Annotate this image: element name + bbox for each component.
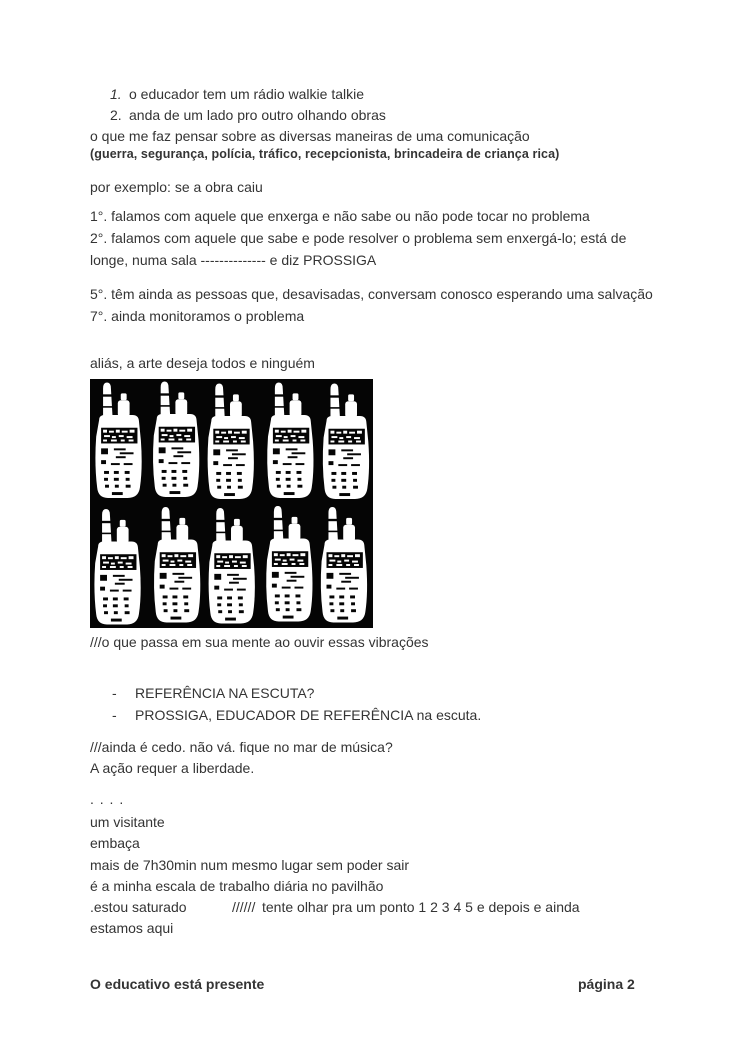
list-item [110,105,386,126]
footer-title: O educativo está presente [90,976,265,992]
step-line: longe, numa sala -------------- e diz PROSSIGA [90,252,377,268]
walkie-talkie-image [90,379,373,628]
dash-marker: - [112,685,117,701]
page-number: página 2 [578,976,635,992]
steps-block [90,205,626,271]
step-line: 5°. têm ainda as pessoas que, desavisadas, conversam conosco esperando uma salvação [90,286,653,302]
saturado-line [90,897,580,918]
walkie-talkie-grid-svg [90,379,373,628]
list-item-number: 1. [110,86,122,102]
dash-marker: - [112,707,117,723]
image-caption: ///o que passa em sua mente ao ouvir essas vibrações [90,634,429,650]
intro-line: o que me faz pensar sobre as diversas maneiras de uma comunicação [90,128,530,144]
estamos-line: estamos aqui [90,920,174,936]
saturado-right-text: tente olhar pra um ponto 1 2 3 4 5 e depois e ainda [262,899,580,915]
slash-separator: ////// [232,899,256,915]
text-line: A ação requer a liberdade. [90,760,255,776]
list-item [110,84,386,105]
dash-list-item [112,682,481,704]
dots-line: . . . . [90,791,125,807]
example-line: por exemplo: se a obra caiu [90,179,263,195]
text-line: mais de 7h30min num mesmo lugar sem poder sair [90,856,410,873]
step-line: 2°. falamos com aquele que sabe e pode resolver o problema sem enxergá-lo; está de [90,230,627,246]
step-line: 7°. ainda monitoramos o problema [90,308,305,324]
list-item-text: anda de um lado pro outro olhando obras [129,107,386,123]
dash-list-text: REFERÊNCIA NA ESCUTA? [135,685,315,701]
numbered-list [110,84,386,126]
mar-block [90,737,393,779]
text-line: ///ainda é cedo. não vá. fique no mar de música? [90,739,393,755]
intro-bold-line: (guerra, segurança, polícia, tráfico, recepcionista, brincadeira de criança rica) [90,147,560,161]
list-item-number: 2. [110,107,122,123]
dash-list-item [112,704,481,726]
dash-list [112,682,481,726]
art-line: aliás, a arte deseja todos e ninguém [90,355,315,371]
step-line: 1°. falamos com aquele que enxerga e não sabe ou não pode tocar no problema [90,208,590,224]
dash-list-text: PROSSIGA, EDUCADOR DE REFERÊNCIA na escuta. [135,707,482,723]
text-line: um visitante [90,814,165,830]
text-line: é a minha escala de trabalho diária no pavilhão [90,877,384,894]
visitor-block [90,812,409,897]
steps-block-2 [90,283,653,327]
saturado-left-text: .estou saturado [90,899,187,915]
text-line: embaça [90,835,140,852]
list-item-text: o educador tem um rádio walkie talkie [129,86,365,102]
